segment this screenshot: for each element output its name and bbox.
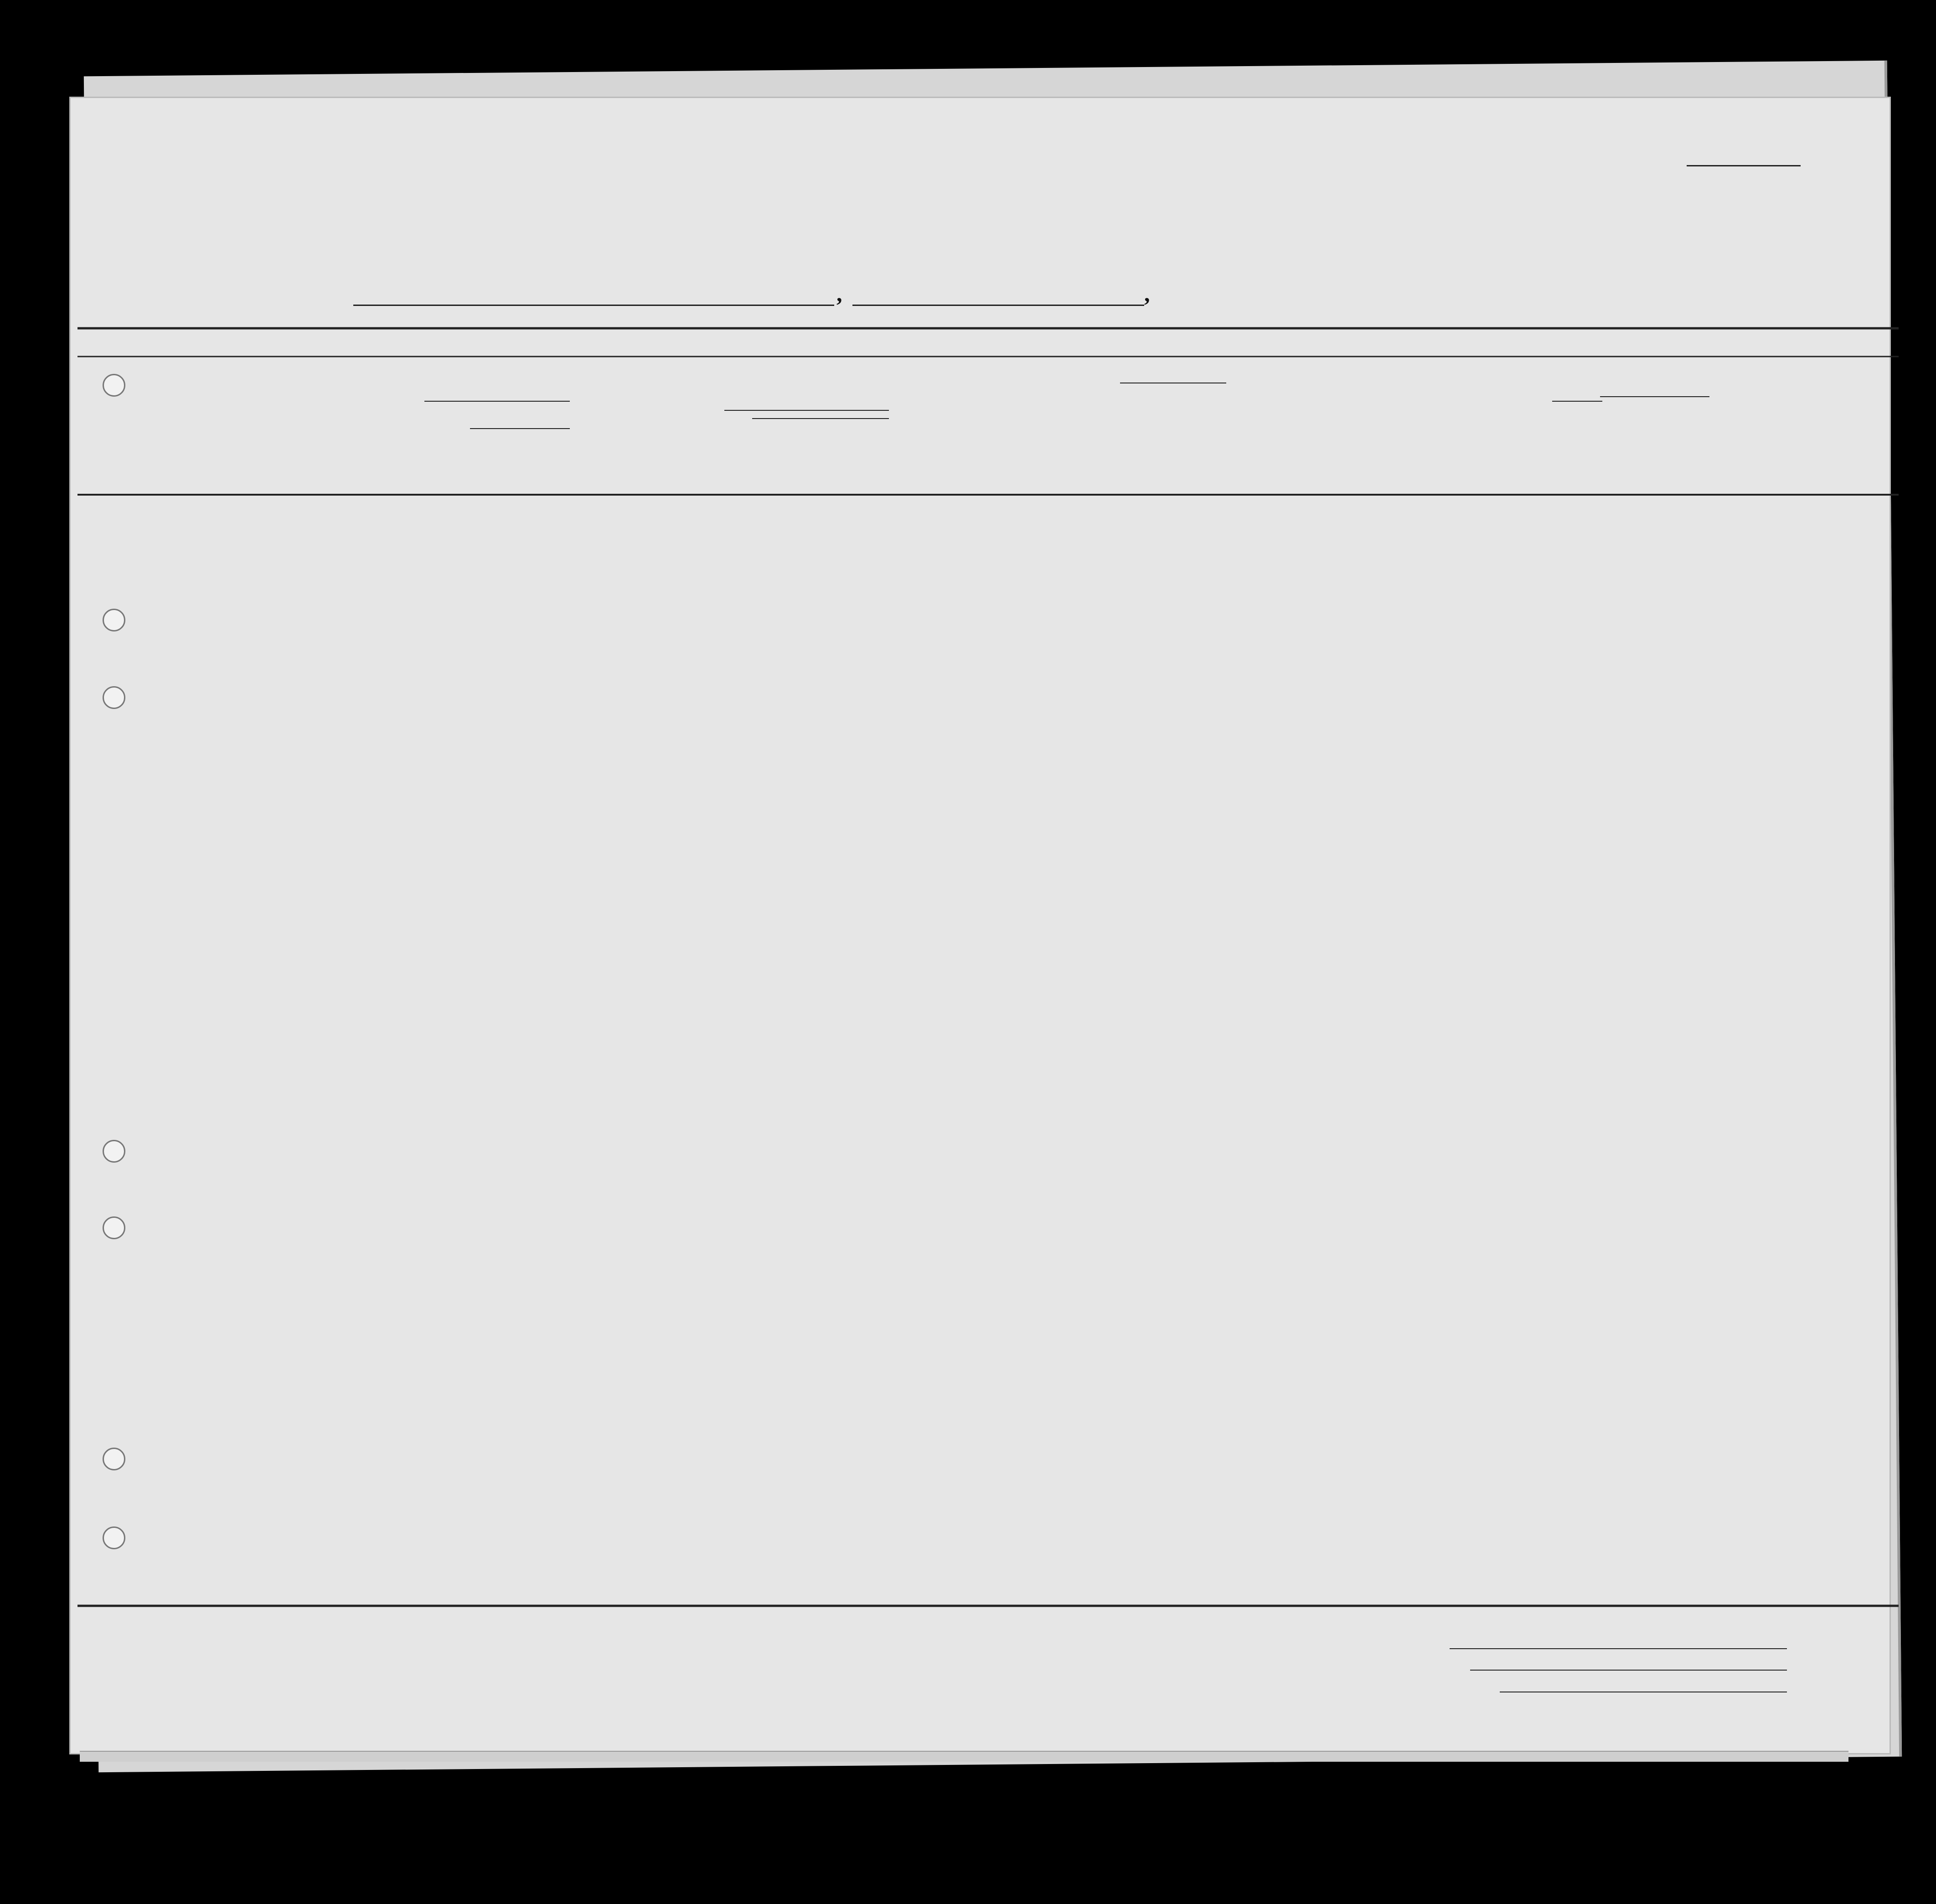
- binder-hole: [103, 1216, 125, 1239]
- col-28-header: [1315, 362, 1365, 490]
- binder-hole: [103, 1448, 125, 1470]
- col-31-header: [1421, 362, 1442, 490]
- col-30-header: [1399, 362, 1419, 490]
- col-26-header: [1263, 362, 1283, 490]
- binder-hole: [103, 1140, 125, 1163]
- binder-hole: [103, 374, 125, 397]
- col-34-inches: [1576, 433, 1597, 474]
- binder-hole: [103, 1526, 125, 1549]
- col-34-feet: [1554, 433, 1575, 474]
- comma: ,: [836, 281, 842, 306]
- col-25-header: [1229, 362, 1256, 490]
- col-21-header: [693, 362, 720, 490]
- col-19-header: [572, 362, 599, 490]
- col-24-return-header: [1120, 385, 1149, 492]
- binder-hole: [103, 609, 125, 631]
- col-24-citizen-header: [1191, 385, 1219, 492]
- line-field: [1450, 1648, 1787, 1649]
- comma: ,: [1144, 281, 1150, 306]
- col-29-header: [1373, 362, 1396, 490]
- col-24-length-header: [1156, 385, 1184, 492]
- binder-hole: [103, 686, 125, 709]
- col-27-header: [1286, 362, 1307, 490]
- owners-field: [1470, 1670, 1787, 1671]
